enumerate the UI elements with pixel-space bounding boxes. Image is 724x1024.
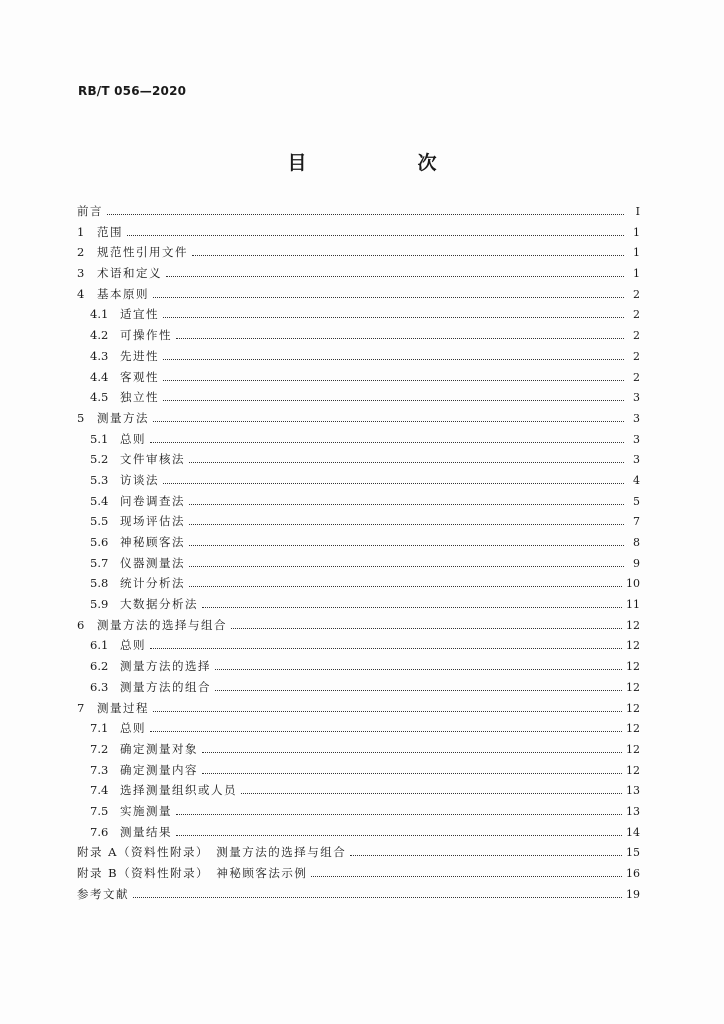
toc-leader-dots	[202, 601, 622, 608]
toc-entry-label: 范围	[97, 224, 123, 239]
toc-entry[interactable]	[77, 451, 640, 472]
toc-entry-number: 7.2	[90, 741, 109, 756]
toc-entry-label: 统计分析法	[120, 576, 185, 591]
toc-entry-number: 5.2	[90, 452, 109, 467]
toc-entry-page: 9	[633, 556, 640, 570]
toc-entry-page: 3	[633, 453, 640, 467]
toc-leader-dots	[231, 621, 622, 628]
toc-leader-dots	[153, 415, 624, 422]
toc-entry-page: 2	[633, 287, 640, 301]
toc-entry-number: 7.1	[90, 721, 109, 736]
toc-entry[interactable]	[77, 824, 640, 845]
toc-leader-dots	[189, 456, 624, 463]
toc-entry-number: 5.3	[90, 472, 109, 487]
toc-entry-page: 16	[626, 867, 640, 880]
toc-entry-label: 访谈法	[120, 472, 159, 487]
toc-leader-dots	[311, 870, 622, 877]
document-code: RB/T 056—2020	[78, 84, 187, 98]
toc-leader-dots	[163, 373, 624, 380]
toc-leader-dots	[241, 787, 622, 794]
toc-entry-page: 12	[626, 639, 640, 653]
toc-entry[interactable]	[77, 369, 640, 390]
toc-entry-number: 4.3	[90, 348, 109, 363]
toc-entry-page: 4	[633, 473, 640, 487]
toc-entry-page: 5	[633, 494, 640, 508]
toc-entry-label: 测量结果	[120, 824, 172, 839]
toc-leader-dots	[176, 808, 622, 815]
toc-entry-label: 前言	[77, 204, 103, 218]
toc-entry-number: 7.4	[90, 783, 109, 798]
toc-entry-number: 7.6	[90, 824, 109, 839]
toc-entry[interactable]	[77, 658, 640, 679]
toc-leader-dots	[215, 684, 622, 691]
toc-entry-page: 2	[633, 370, 640, 384]
toc-leader-dots	[163, 477, 624, 484]
toc-leader-dots	[189, 497, 624, 504]
toc-entry[interactable]	[77, 493, 640, 514]
toc-entry-page: 11	[626, 598, 640, 612]
toc-entry-page: 12	[626, 618, 640, 632]
toc-entry-number: 1	[77, 224, 85, 239]
toc-leader-dots	[153, 290, 624, 297]
toc-entry-number: 6.3	[90, 679, 109, 694]
toc-entry-label: 测量方法	[97, 410, 149, 425]
toc-leader-dots	[202, 746, 622, 753]
toc-entry-page: 1	[633, 225, 640, 239]
toc-entry-page: 8	[633, 536, 640, 549]
toc-entry[interactable]	[77, 679, 640, 700]
toc-leader-dots	[176, 332, 624, 339]
toc-entry-number: 3	[77, 266, 85, 281]
toc-entry-label: 确定测量内容	[120, 762, 198, 777]
toc-entry[interactable]	[77, 410, 640, 431]
toc-entry-label: 问卷调查法	[120, 493, 185, 508]
toc-entry-label: 测量方法的组合	[120, 679, 211, 694]
toc-leader-dots	[215, 663, 622, 670]
toc-entry[interactable]	[77, 865, 640, 886]
toc-entry-label: 测量过程	[97, 700, 149, 715]
toc-entry[interactable]	[77, 306, 640, 327]
toc-entry-label: 测量方法的选择	[120, 659, 211, 674]
toc-entry-label: 文件审核法	[120, 452, 185, 467]
toc-entry[interactable]	[77, 637, 640, 658]
toc-entry-number: 5.5	[90, 514, 109, 529]
toc-entry[interactable]	[77, 389, 640, 410]
toc-entry-number: 4.1	[90, 307, 109, 322]
toc-leader-dots	[163, 394, 624, 401]
toc-entry[interactable]	[77, 224, 640, 245]
toc-entry-page: 2	[633, 349, 640, 363]
toc-leader-dots	[133, 890, 622, 897]
toc-entry-page: 19	[626, 887, 640, 901]
toc-entry[interactable]	[77, 513, 640, 534]
toc-entry-label: 大数据分析法	[120, 597, 198, 612]
toc-entry-number: 4	[77, 286, 85, 301]
toc-entry-number: 7.3	[90, 762, 109, 777]
toc-entry-label: 适宜性	[120, 307, 159, 322]
toc-entry-page: 3	[633, 411, 640, 425]
toc-leader-dots	[192, 249, 624, 256]
toc-entry-label: 参考文献	[77, 886, 129, 901]
toc-leader-dots	[176, 828, 622, 835]
toc-entry-label: 先进性	[120, 348, 159, 363]
toc-leader-dots	[127, 228, 624, 235]
toc-entry-page: 1	[633, 246, 640, 260]
toc-entry-page: 14	[626, 825, 640, 839]
toc-entry[interactable]	[77, 762, 640, 783]
toc-entry-page: 10	[626, 577, 640, 591]
toc-entry-label: 总则	[120, 431, 146, 446]
toc-entry-number: 2	[77, 245, 85, 260]
toc-entry-number: 5.4	[90, 493, 109, 508]
toc-entry[interactable]	[77, 472, 640, 493]
toc-entry-label: 独立性	[120, 390, 159, 405]
toc-entry-page: 1	[633, 267, 640, 281]
toc-leader-dots	[189, 580, 622, 587]
toc-entry-number: 4.4	[90, 369, 109, 384]
toc-entry[interactable]	[77, 782, 640, 803]
toc-entry-label: 实施测量	[120, 803, 172, 818]
toc-entry[interactable]	[77, 741, 640, 762]
toc-entry[interactable]	[77, 244, 640, 265]
toc-entry-number: 5.1	[90, 431, 109, 446]
toc-entry-page: 15	[626, 846, 640, 860]
toc-leader-dots	[150, 435, 624, 442]
toc-entry-label: 基本原则	[97, 286, 149, 301]
toc-entry-page: 12	[626, 722, 640, 736]
toc-leader-dots	[189, 559, 624, 566]
toc-entry[interactable]	[77, 431, 640, 452]
toc-leader-dots	[163, 311, 624, 318]
toc-entry[interactable]	[77, 596, 640, 617]
toc-leader-dots	[189, 518, 624, 525]
toc-entry-number: 6.1	[90, 638, 109, 653]
toc-entry[interactable]	[77, 286, 640, 307]
toc-entry[interactable]	[77, 844, 640, 865]
toc-entry-number: 7.5	[90, 803, 109, 818]
toc-leader-dots	[202, 766, 622, 773]
toc-entry[interactable]	[77, 617, 640, 638]
toc-entry-page: 2	[633, 308, 640, 322]
toc-entry-page: 12	[626, 742, 640, 756]
toc-entry[interactable]	[77, 348, 640, 369]
toc-leader-dots	[107, 208, 624, 215]
toc-entry[interactable]	[77, 203, 640, 224]
toc-leader-dots	[163, 353, 624, 360]
toc-leader-dots	[350, 849, 622, 856]
toc-entry-label: 神秘顾客法	[120, 535, 185, 549]
toc-entry-label: 总则	[120, 638, 146, 653]
toc-entry[interactable]	[77, 700, 640, 721]
toc-entry[interactable]	[77, 534, 640, 555]
toc-entry-number: 4.2	[90, 328, 109, 343]
toc-entry-number: 6.2	[90, 659, 109, 674]
toc-entry-number: 5.9	[90, 597, 109, 612]
toc-entry-page: 12	[626, 680, 640, 694]
toc-entry[interactable]	[77, 720, 640, 741]
toc-leader-dots	[150, 642, 622, 649]
toc-entry-page: 12	[626, 660, 640, 674]
toc-entry[interactable]	[77, 575, 640, 596]
toc-entry-label: 总则	[120, 721, 146, 736]
toc-entry-page: 13	[626, 784, 640, 798]
table-of-contents	[77, 203, 640, 906]
toc-entry-label: 附录 B（资料性附录） 神秘顾客法示例	[77, 866, 308, 880]
toc-entry-number: 5.7	[90, 555, 109, 570]
toc-entry-label: 可操作性	[120, 328, 172, 343]
toc-leader-dots	[189, 539, 624, 546]
toc-entry-number: 5	[77, 410, 85, 425]
toc-entry-page: 12	[626, 763, 640, 777]
toc-entry-number: 5.8	[90, 576, 109, 591]
toc-entry-number: 7	[77, 700, 85, 715]
toc-entry-number: 4.5	[90, 390, 109, 405]
toc-entry[interactable]	[77, 265, 640, 286]
toc-entry-number: 5.6	[90, 535, 109, 549]
toc-entry-label: 规范性引用文件	[97, 245, 188, 260]
toc-entry-page: 13	[626, 804, 640, 818]
toc-entry-page: Ⅰ	[635, 205, 640, 218]
toc-entry-page: 12	[626, 701, 640, 715]
page-title: 目 次	[287, 152, 483, 174]
toc-entry-label: 仪器测量法	[120, 555, 185, 570]
toc-entry-label: 测量方法的选择与组合	[97, 617, 227, 632]
toc-leader-dots	[150, 725, 622, 732]
toc-entry-page: 3	[633, 391, 640, 405]
toc-entry[interactable]	[77, 555, 640, 576]
toc-leader-dots	[166, 270, 624, 277]
toc-entry-page: 2	[633, 329, 640, 343]
toc-entry-label: 确定测量对象	[120, 741, 198, 756]
toc-entry-label: 客观性	[120, 369, 159, 384]
toc-entry-label: 附录 A（资料性附录） 测量方法的选择与组合	[77, 845, 347, 860]
toc-entry-page: 3	[633, 432, 640, 446]
toc-entry-number: 6	[77, 617, 85, 632]
toc-leader-dots	[153, 704, 622, 711]
toc-entry[interactable]	[77, 327, 640, 348]
toc-entry-page: 7	[633, 515, 640, 529]
toc-entry[interactable]	[77, 886, 640, 907]
toc-entry-label: 现场评估法	[120, 514, 185, 529]
toc-entry-label: 术语和定义	[97, 266, 162, 281]
toc-entry[interactable]	[77, 803, 640, 824]
toc-entry-label: 选择测量组织或人员	[120, 783, 237, 798]
